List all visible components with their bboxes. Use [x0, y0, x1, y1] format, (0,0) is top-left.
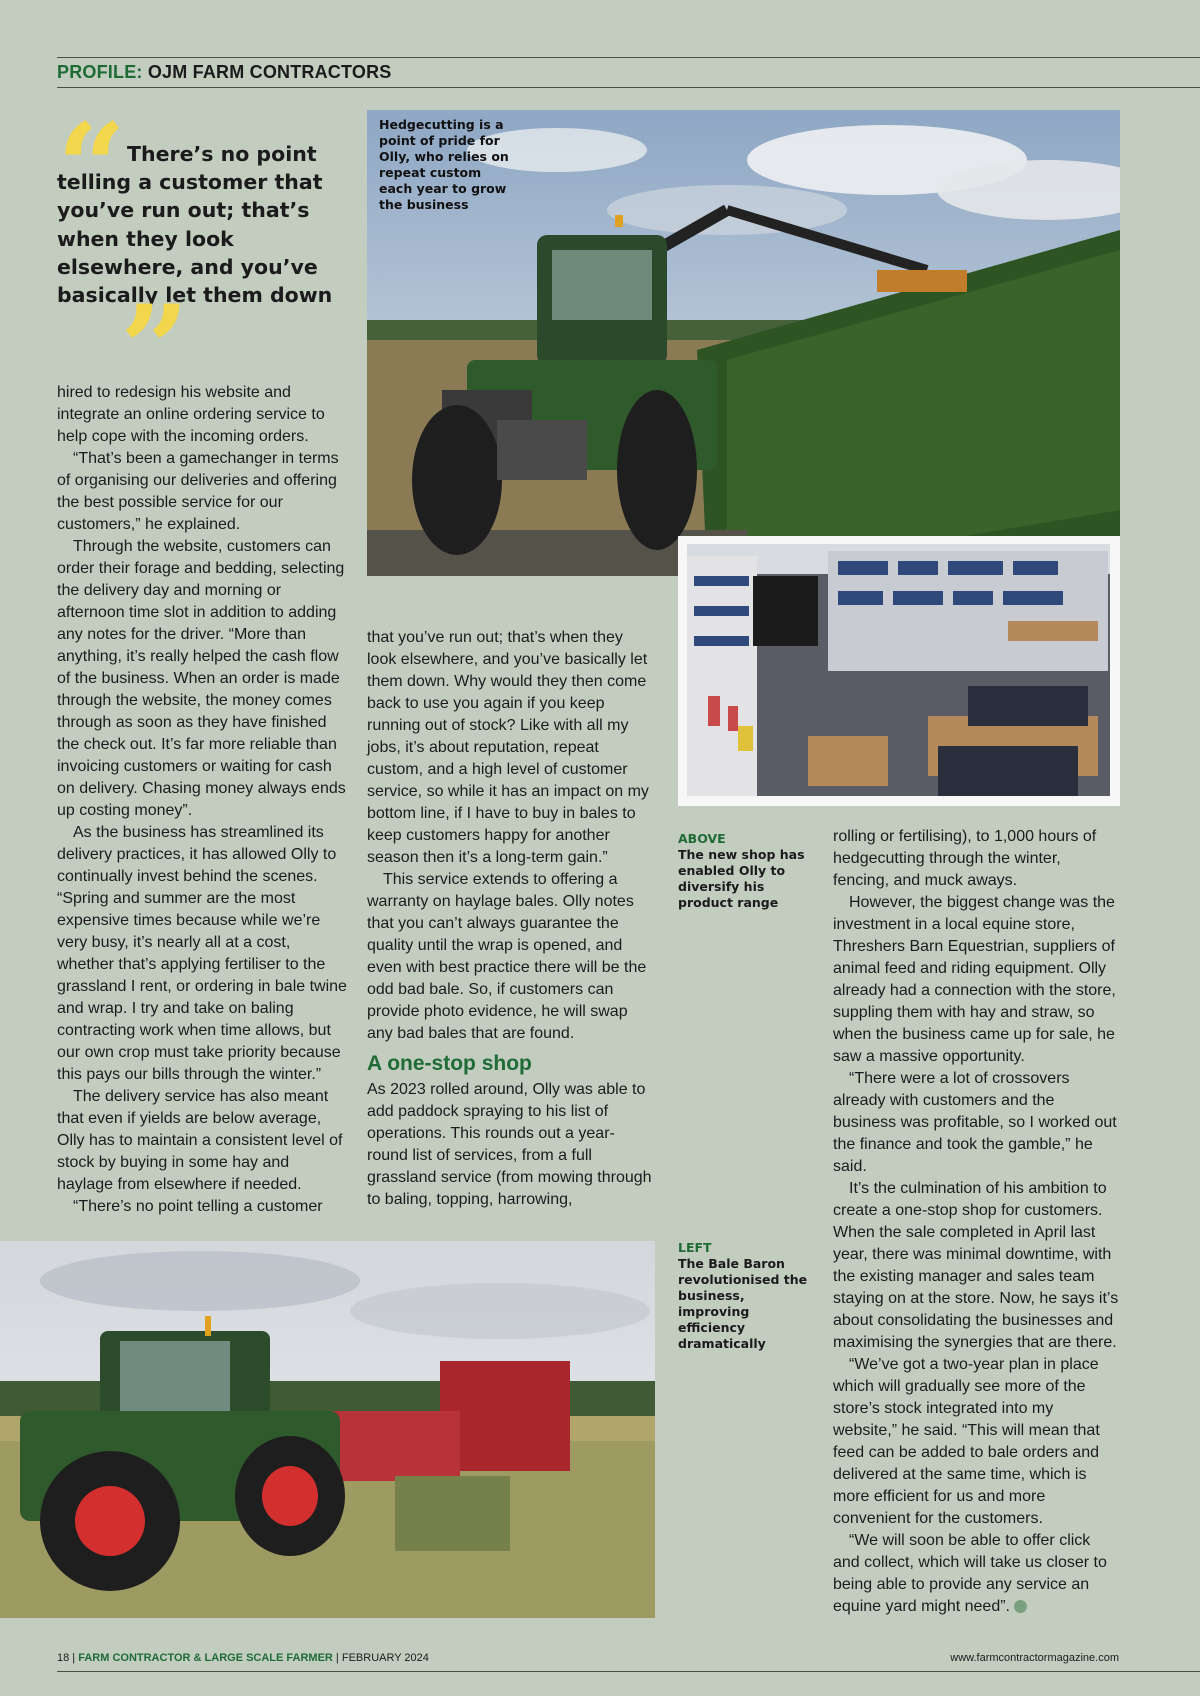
- col3-paragraph: [833, 1530, 1120, 1618]
- baler-illustration: [0, 1241, 655, 1618]
- baler-caption: [678, 1240, 818, 1352]
- pull-quote: [57, 108, 357, 370]
- issue-date: FEBRUARY 2024: [341, 1652, 429, 1664]
- body-column-2: [367, 627, 654, 1211]
- header-rule-bottom: [57, 87, 1200, 88]
- shop-caption-text: The new shop has enabled Olly to diversify his product range: [678, 847, 805, 910]
- body-column-3: [833, 826, 1120, 1618]
- baler-photo: [0, 1241, 655, 1618]
- publication-name: FARM CONTRACTOR & LARGE SCALE FARMER: [78, 1652, 333, 1664]
- col2-paragraph: As 2023 rolled around, Olly was able to add paddock spraying to his list of operations. This rounds out a year-round list of services, from a full grassland service (from mowing through to baling, topping, harrowing,: [367, 1081, 652, 1208]
- footer-left: 18 | FARM CONTRACTOR & LARGE SCALE FARMER | FEBRUARY 2024: [57, 1652, 429, 1664]
- shop-caption: [678, 831, 818, 911]
- col1-paragraph: hired to redesign his website and integrate an online ordering service to help cope with the incoming orders.: [57, 384, 325, 445]
- section-kicker: PROFILE:: [57, 62, 143, 82]
- col3-paragraph: “There were a lot of crossovers already with customers and the business was profitable, so I worked out the finance and took the gamble,” he said.: [833, 1070, 1117, 1175]
- shop-caption-label: ABOVE: [678, 831, 726, 846]
- header-rule-top: [57, 57, 1200, 58]
- col2-paragraph: that you’ve run out; that’s when they look elsewhere, and you’ve basically let them down. Why would they then come back to use you again if you keep running out of stock? Like with all my jobs, it’s about reputation, repeat custom, and a high level of customer service, so while it has an impact on my bottom line, if I have to buy in bales to keep customers happy for another season then it’s a long-term gain.”: [367, 629, 649, 866]
- page-number: 18: [57, 1652, 70, 1664]
- col2-paragraph: This service extends to offering a warranty on haylage bales. Olly notes that you can’t always guarantee the quality until the wrap is opened, and even with best practice there will be the odd bad bale. So, if customers can provide photo evidence, he will swap any bad bales that are found.: [367, 871, 647, 1042]
- close-quote-mark: ”: [120, 290, 190, 370]
- col3-final-text: “We will soon be able to offer click and collect, which will take us closer to being able to provide any service an equine yard might need”.: [833, 1532, 1107, 1615]
- shop-illustration: [678, 536, 1120, 806]
- baler-caption-text: The Bale Baron revolutionised the business, improving efficiency dramatically: [678, 1256, 808, 1351]
- col1-paragraph: Through the website, customers can order their forage and bedding, selecting the delivery day and morning or afternoon time slot in addition to adding any notes for the driver. “More than anything, it’s really helped the cash flow of the business. When an order is made through the website, the money comes through as soon as they have finished the check out. It’s far more reliable than invoicing customers or waiting for cash on delivery. Chasing money always ends up costing money”.: [57, 538, 346, 819]
- baler-caption-label: LEFT: [678, 1240, 712, 1255]
- pull-quote-text: There’s no point telling a customer that you’ve run out; that’s when they look elsewhere, and you’ve basically let them down: [57, 142, 333, 308]
- col1-paragraph: The delivery service has also meant that even if yields are below average, Olly has to maintain a consistent level of stock by buying in some hay and haylage from elsewhere if needed.: [57, 1088, 343, 1193]
- col1-paragraph: “That’s been a gamechanger in terms of organising our deliveries and offering the best possible service for our customers,” he explained.: [57, 450, 339, 533]
- col3-paragraph: “We’ve got a two-year plan in place which will gradually see more of the store’s stock integrated into my website,” he said. “This will mean that feed can be added to bale orders and delivered at the same time, which is more efficient for us and more convenient for the customers.: [833, 1356, 1100, 1527]
- col3-paragraph: However, the biggest change was the investment in a local equine store, Threshers Barn Equestrian, suppliers of animal feed and riding equipment. Olly already had a connection with the store, suppling them with hay and straw, so when the business came up for sale, he saw a massive opportunity.: [833, 894, 1116, 1065]
- col1-paragraph: “There’s no point telling a customer: [73, 1198, 323, 1215]
- subheading: A one-stop shop: [367, 1052, 532, 1075]
- section-title: OJM FARM CONTRACTORS: [147, 62, 392, 82]
- col3-paragraph: rolling or fertilising), to 1,000 hours of hedgecutting through the winter, fencing, and muck aways.: [833, 828, 1097, 889]
- end-mark-icon: [1014, 1600, 1027, 1613]
- col3-paragraph: It’s the culmination of his ambition to create a one-stop shop for customers. When the sale completed in April last year, there was minimal downtime, with the existing manager and sales team staying on at the store. Now, he says it’s about consolidating the businesses and maximising the synergies that are there.: [833, 1180, 1119, 1351]
- shop-photo: [678, 536, 1120, 806]
- hedgecutting-caption: Hedgecutting is a point of pride for Olly, who relies on repeat custom each year to grow the business: [379, 117, 509, 212]
- section-header: [57, 62, 391, 83]
- footer-url: www.farmcontractormagazine.com: [950, 1652, 1119, 1664]
- open-quote-mark: “: [57, 108, 127, 188]
- col1-paragraph: As the business has streamlined its delivery practices, it has allowed Olly to continually invest behind the scenes. “Spring and summer are the most expensive times because while we’re very busy, it’s nearly all at a cost, whether that’s applying fertiliser to the grassland I rent, or ordering in bale twine and wrap. I try and take on baling contracting work when time allows, but our own crop must take priority because this pays our bills through the winter.”: [57, 824, 347, 1083]
- body-column-1: [57, 382, 347, 1218]
- footer-rule: [57, 1671, 1200, 1672]
